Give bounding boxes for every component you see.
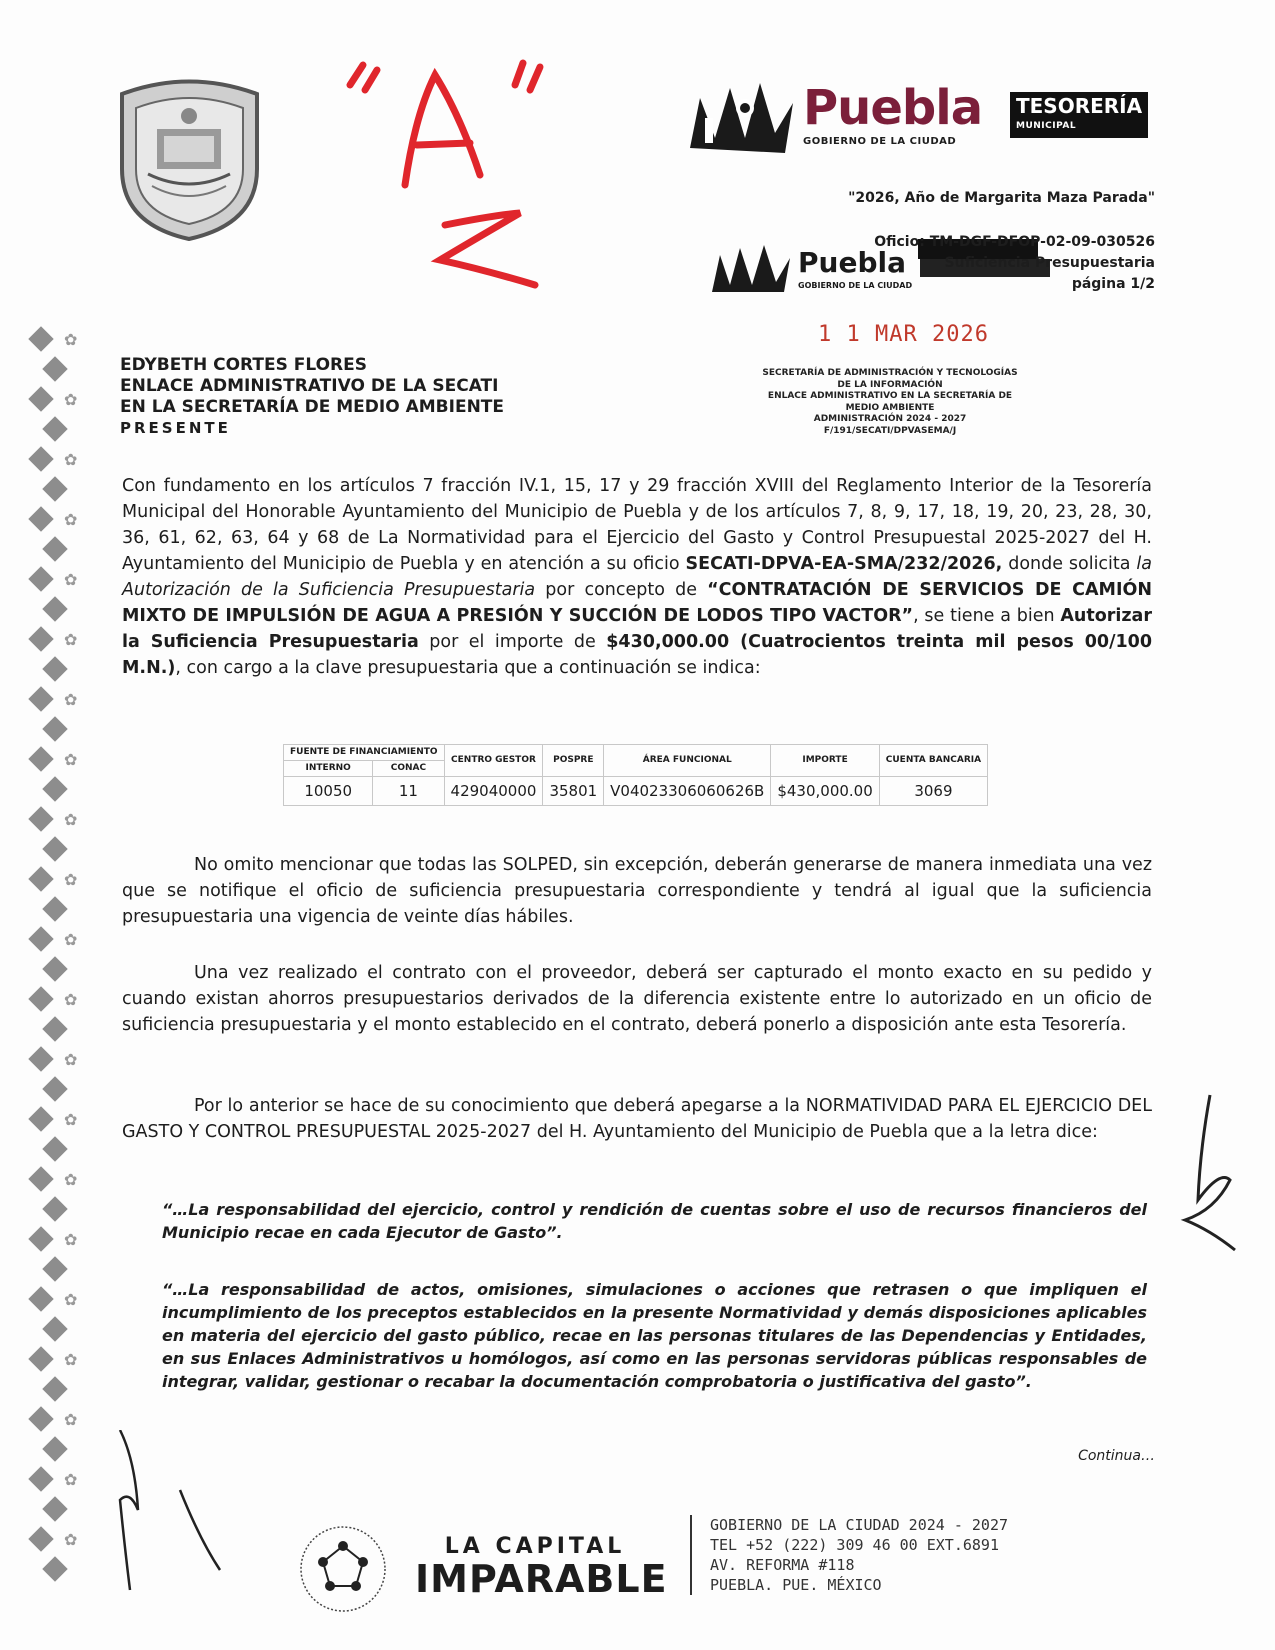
stamp-line: ENLACE ADMINISTRATIVO EN LA SECRETARÍA DE	[767, 391, 1013, 401]
border-diamond-icon	[28, 926, 53, 951]
tesoreria-sub-label: MUNICIPAL	[1016, 121, 1077, 131]
reference-oficio: SECATI-DPVA-EA-SMA/232/2026,	[685, 554, 1003, 574]
border-diamond-icon	[28, 986, 53, 1011]
border-diamond-icon	[42, 476, 67, 501]
normativity-quote: “…La responsabilidad del ejercicio, control y rendición de cuentas sobre el uso de recursos financieros del Municipio recae en cada Ejecutor de Gasto”.	[162, 1200, 1147, 1242]
para-text: la Autorización de la Suficiencia Presupuestaria	[122, 554, 1152, 600]
page-indicator: página 1/2	[1071, 276, 1155, 292]
oficio-block	[874, 232, 1155, 295]
puebla-tesoreria-logo	[685, 78, 1155, 168]
border-flower-icon: ✿	[64, 570, 78, 589]
capital-line2: IMPARABLE	[415, 1557, 668, 1601]
border-diamond-icon	[28, 626, 53, 651]
border-diamond-icon	[42, 1556, 67, 1581]
presente-label: PRESENTE	[120, 419, 231, 437]
border-diamond-icon	[42, 656, 67, 681]
para-text: Con fundamento en los artículos 7 fracción IV.1, 15, 17 y 29 fracción XVIII del Reglamento Interior de la Tesorería Municipal del Honorable Ayuntamiento del Municipio de Puebla y de los artículos 7, 8, 9, 17, 18, 19, 20, 23, 28, 30, 36, 61, 62, 63, 64 y 68 de La Normatividad para el Ejercicio del Gasto y Control Presupuestal 2025-2027 del H. Ayuntamiento del Municipio de Puebla y en atención a su oficio	[122, 476, 1152, 574]
border-flower-icon: ✿	[64, 1470, 78, 1489]
border-diamond-icon	[28, 1406, 53, 1431]
cell-conac: 11	[373, 777, 444, 806]
cell-importe: $430,000.00	[771, 777, 879, 806]
border-flower-icon: ✿	[64, 1290, 78, 1309]
body-paragraph	[122, 960, 1152, 1038]
border-diamond-icon	[42, 716, 67, 741]
border-diamond-icon	[42, 596, 67, 621]
decorative-border	[28, 330, 88, 1630]
border-diamond-icon	[42, 536, 67, 561]
border-diamond-icon	[28, 686, 53, 711]
table-header: FUENTE DE FINANCIAMIENTO	[284, 745, 445, 761]
border-diamond-icon	[28, 1166, 53, 1191]
border-flower-icon: ✿	[64, 1110, 78, 1129]
border-flower-icon: ✿	[64, 510, 78, 529]
table-header: CONAC	[373, 761, 444, 777]
table-header: IMPORTE	[771, 745, 879, 777]
stamp-line: SECRETARÍA DE ADMINISTRACIÓN Y TECNOLOGÍAS	[762, 368, 1018, 378]
cell-area-funcional: V04023306060626B	[604, 777, 771, 806]
border-diamond-icon	[42, 1136, 67, 1161]
authorization-text: Autorizar la Suficiencia Presupuestaria	[122, 606, 1152, 652]
border-flower-icon: ✿	[64, 390, 78, 409]
border-diamond-icon	[28, 446, 53, 471]
recipient-name: EDYBETH CORTES FLORES	[120, 355, 367, 375]
table-header: POSPRE	[543, 745, 604, 777]
para-text: Por lo anterior se hace de su conocimiento que deberá apegarse a la NORMATIVIDAD PARA EL EJERCICIO DEL GASTO Y CONTROL PRESUPUESTAL 2025-2027 del H. Ayuntamiento del Municipio de Puebla que a la letra dice:	[122, 1096, 1152, 1142]
cell-cuenta: 3069	[879, 777, 987, 806]
puebla-emblem-icon	[685, 78, 800, 158]
border-flower-icon: ✿	[64, 1530, 78, 1549]
border-flower-icon: ✿	[64, 690, 78, 709]
year-motto: "2026, Año de Margarita Maza Parada"	[848, 190, 1155, 206]
border-diamond-icon	[28, 1286, 53, 1311]
border-flower-icon: ✿	[64, 870, 78, 889]
border-diamond-icon	[28, 506, 53, 531]
recipient-block	[120, 355, 504, 439]
border-diamond-icon	[28, 866, 53, 891]
border-diamond-icon	[42, 1076, 67, 1101]
border-flower-icon: ✿	[64, 750, 78, 769]
svg-text:GOBIERNO DE LA CIUDAD: GOBIERNO DE LA CIUDAD	[798, 281, 913, 290]
border-flower-icon: ✿	[64, 330, 78, 349]
stamp-line: F/191/SECATI/DPVASEMA/J	[823, 425, 957, 436]
city-seal-icon	[112, 74, 267, 242]
body-paragraph	[122, 473, 1152, 681]
cell-interno: 10050	[284, 777, 373, 806]
border-diamond-icon	[42, 1196, 67, 1221]
address-line: PUEBLA. PUE. MÉXICO	[710, 1576, 882, 1594]
secati-reception-stamp	[735, 368, 1045, 437]
table-row	[284, 777, 988, 806]
para-text: , se tiene a bien	[913, 606, 1061, 626]
border-diamond-icon	[28, 1046, 53, 1071]
table-header: INTERNO	[284, 761, 373, 777]
address-line: GOBIERNO DE LA CIUDAD 2024 - 2027	[710, 1516, 1009, 1534]
signature-initial-icon	[110, 1430, 240, 1600]
oficio-subject: Suficiencia Presupuestaria	[944, 255, 1155, 271]
received-date-stamp: 1 1 MAR 2026	[818, 322, 989, 347]
service-concept: “CONTRATACIÓN DE SERVICIOS DE CAMIÓN MIXTO DE IMPULSIÓN DE AGUA A PRESIÓN Y SUCCIÓN DE LODOS TIPO VACTOR”	[122, 580, 1152, 626]
footer-address	[710, 1515, 1008, 1595]
labor-equality-seal-icon	[298, 1524, 388, 1614]
border-flower-icon: ✿	[64, 1410, 78, 1429]
address-line: TEL +52 (222) 309 46 00 EXT.6891	[710, 1536, 999, 1554]
cell-centro-gestor: 429040000	[444, 777, 543, 806]
border-flower-icon: ✿	[64, 1050, 78, 1069]
cell-pospre: 35801	[543, 777, 604, 806]
border-flower-icon: ✿	[64, 930, 78, 949]
stamp-line: MEDIO AMBIENTE	[845, 402, 935, 413]
handwritten-a-mark-icon	[345, 55, 555, 320]
body-paragraph	[122, 852, 1152, 930]
stamp-line: ADMINISTRACIÓN 2024 - 2027	[813, 414, 967, 424]
border-flower-icon: ✿	[64, 1350, 78, 1369]
svg-text:Puebla: Puebla	[798, 246, 906, 279]
border-diamond-icon	[28, 746, 53, 771]
footer-divider	[690, 1515, 692, 1595]
normativity-quote: “…La responsabilidad de actos, omisiones, simulaciones o acciones que retrasen o que impliquen el incumplimiento de los preceptos establecidos en la presente Normatividad y demás disposiciones aplicables en materia del ejercicio del gasto público, recae en las personas titulares de las Dependencias y Entidades, en sus Enlaces Administrativos u homólogos, así como en las personas servidoras públicas responsables de integrar, validar, gestionar o recabar la documentación comprobatoria o justificativa del gasto”.	[162, 1280, 1147, 1391]
authorized-amount: $430,000.00 (Cuatrocientos treinta mil pesos 00/100 M.N.)	[122, 632, 1153, 678]
oficio-number: Oficio: TM-DGF-DFOP-02-09-030526	[874, 234, 1155, 250]
border-diamond-icon	[42, 896, 67, 921]
border-flower-icon: ✿	[64, 810, 78, 829]
border-diamond-icon	[42, 416, 67, 441]
para-text: donde solicita	[1002, 554, 1137, 574]
table-header: CUENTA BANCARIA	[879, 745, 987, 777]
border-diamond-icon	[42, 1436, 67, 1461]
border-diamond-icon	[28, 1346, 53, 1371]
border-diamond-icon	[28, 1226, 53, 1251]
border-diamond-icon	[42, 1496, 67, 1521]
tesoreria-label: TESORERÍA	[1016, 94, 1143, 118]
para-text: No omito mencionar que todas las SOLPED, sin excepción, deberán generarse de manera inmediata una vez que se notifique el oficio de suficiencia presupuestaria correspondiente y tendrá al igual que la suficiencia presupuestaria una vigencia de veinte días hábiles.	[122, 855, 1152, 927]
border-diamond-icon	[42, 356, 67, 381]
border-diamond-icon	[42, 956, 67, 981]
border-flower-icon: ✿	[64, 1230, 78, 1249]
puebla-logo-word: Puebla	[803, 80, 983, 136]
border-diamond-icon	[28, 1526, 53, 1551]
border-diamond-icon	[28, 806, 53, 831]
gobierno-ciudad-label: GOBIERNO DE LA CIUDAD	[803, 136, 957, 147]
recipient-role: ENLACE ADMINISTRATIVO DE LA SECATI	[120, 376, 499, 396]
border-diamond-icon	[42, 1316, 67, 1341]
border-diamond-icon	[42, 1016, 67, 1041]
border-flower-icon: ✿	[64, 990, 78, 1009]
border-diamond-icon	[28, 566, 53, 591]
border-diamond-icon	[28, 1106, 53, 1131]
border-flower-icon: ✿	[64, 630, 78, 649]
budget-key-table	[283, 744, 988, 806]
tesoreria-badge	[1010, 92, 1148, 138]
border-flower-icon: ✿	[64, 1170, 78, 1189]
border-diamond-icon	[42, 836, 67, 861]
body-paragraph	[122, 1093, 1152, 1145]
border-diamond-icon	[28, 386, 53, 411]
signature-initial-icon	[1180, 1090, 1240, 1260]
border-diamond-icon	[42, 776, 67, 801]
la-capital-imparable-logo	[415, 1534, 668, 1601]
border-diamond-icon	[28, 326, 53, 351]
stamp-line: DE LA INFORMACIÓN	[837, 379, 943, 390]
para-text: por el importe de	[418, 632, 607, 652]
border-diamond-icon	[42, 1376, 67, 1401]
recipient-role: EN LA SECRETARÍA DE MEDIO AMBIENTE	[120, 397, 505, 417]
border-flower-icon: ✿	[64, 450, 78, 469]
table-header: ÁREA FUNCIONAL	[604, 745, 771, 777]
border-diamond-icon	[42, 1256, 67, 1281]
capital-line1: LA CAPITAL	[444, 1534, 626, 1559]
address-line: AV. REFORMA #118	[710, 1556, 855, 1574]
para-text: por concepto de	[535, 580, 708, 600]
continues-label: Continua…	[1078, 1448, 1155, 1464]
para-text: , con cargo a la clave presupuestaria que a continuación se indica:	[175, 658, 761, 678]
border-diamond-icon	[28, 1466, 53, 1491]
table-header: CENTRO GESTOR	[444, 745, 543, 777]
para-text: Una vez realizado el contrato con el proveedor, deberá ser capturado el monto exacto en su pedido y cuando existan ahorros presupuestarios derivados de la diferencia existente entre lo autorizado en un oficio de suficiencia presupuestaria y el monto establecido en el contrato, deberá ponerlo a disposición ante esta Tesorería.	[122, 963, 1152, 1035]
